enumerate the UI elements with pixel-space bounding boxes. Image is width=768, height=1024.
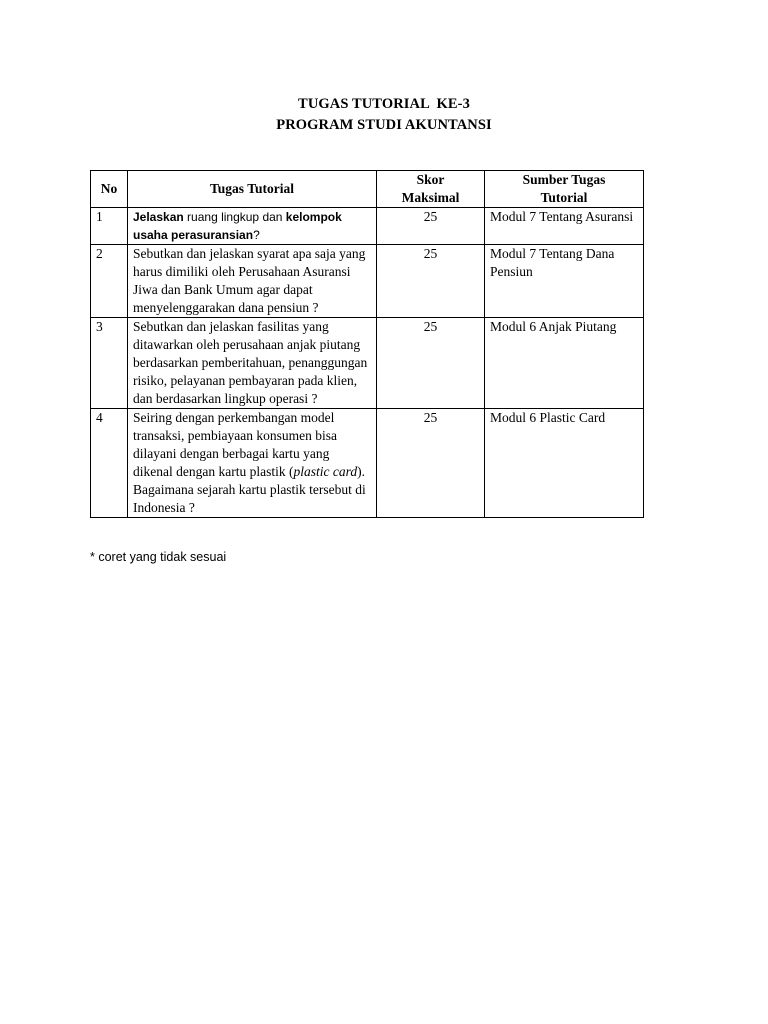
task-source: Modul 6 Plastic Card: [485, 409, 644, 518]
max-score: 25: [377, 208, 485, 245]
task-source: Modul 7 Tentang Asuransi: [485, 208, 644, 245]
tutorial-task-table: [90, 170, 644, 518]
task-text-part: Jelaskan: [133, 210, 184, 224]
row-number: 3: [91, 318, 128, 409]
task-text-part: ). Bagaimana sejarah kartu plastik tersebut di Indonesia ?: [133, 464, 366, 515]
table-row: [91, 409, 644, 518]
document-title: [0, 94, 768, 136]
task-text: [128, 409, 377, 518]
max-score: 25: [377, 245, 485, 318]
task-source: Modul 6 Anjak Piutang: [485, 318, 644, 409]
max-score: 25: [377, 409, 485, 518]
table-header-row: [91, 171, 644, 208]
header-score-line2: Maksimal: [401, 190, 460, 205]
table-row: [91, 208, 644, 245]
title-line-1: TUGAS TUTORIAL KE-3: [298, 96, 470, 112]
task-text: Sebutkan dan jelaskan fasilitas yang ditawarkan oleh perusahaan anjak piutang berdasarkan pemberitahuan, penanggungan risiko, pelayanan pembayaran pada klien, dan berdasarkan lingkup operasi ?: [128, 318, 377, 409]
header-source-line1: Sumber Tugas: [522, 172, 606, 187]
header-no: No: [91, 171, 128, 208]
task-text-part: ?: [253, 228, 260, 242]
header-source-line2: Tutorial: [540, 190, 588, 205]
max-score: 25: [377, 318, 485, 409]
table-row: [91, 318, 644, 409]
table-row: [91, 245, 644, 318]
task-text-part: ruang lingkup dan: [183, 210, 286, 224]
task-text-part: kelompok usaha perasuransian: [133, 210, 342, 242]
task-text-italic: plastic card: [293, 464, 358, 479]
task-text-part: Seiring dengan perkembangan model transaksi, pembiayaan konsumen bisa dilayani dengan berbagai kartu yang dikenal dengan kartu plastik (: [133, 410, 337, 479]
task-text: Sebutkan dan jelaskan syarat apa saja yang harus dimiliki oleh Perusahaan Asuransi Jiwa dan Bank Umum agar dapat menyelenggarakan dana pensiun ?: [128, 245, 377, 318]
header-source: [485, 171, 644, 208]
header-score: [377, 171, 485, 208]
row-number: 2: [91, 245, 128, 318]
row-number: 4: [91, 409, 128, 518]
title-line-2: PROGRAM STUDI AKUNTANSI: [276, 117, 492, 133]
header-task: Tugas Tutorial: [128, 171, 377, 208]
row-number: 1: [91, 208, 128, 245]
task-text: [128, 208, 377, 245]
task-source: Modul 7 Tentang Dana Pensiun: [485, 245, 644, 318]
header-score-line1: Skor: [416, 172, 445, 187]
footnote: * coret yang tidak sesuai: [90, 550, 227, 564]
